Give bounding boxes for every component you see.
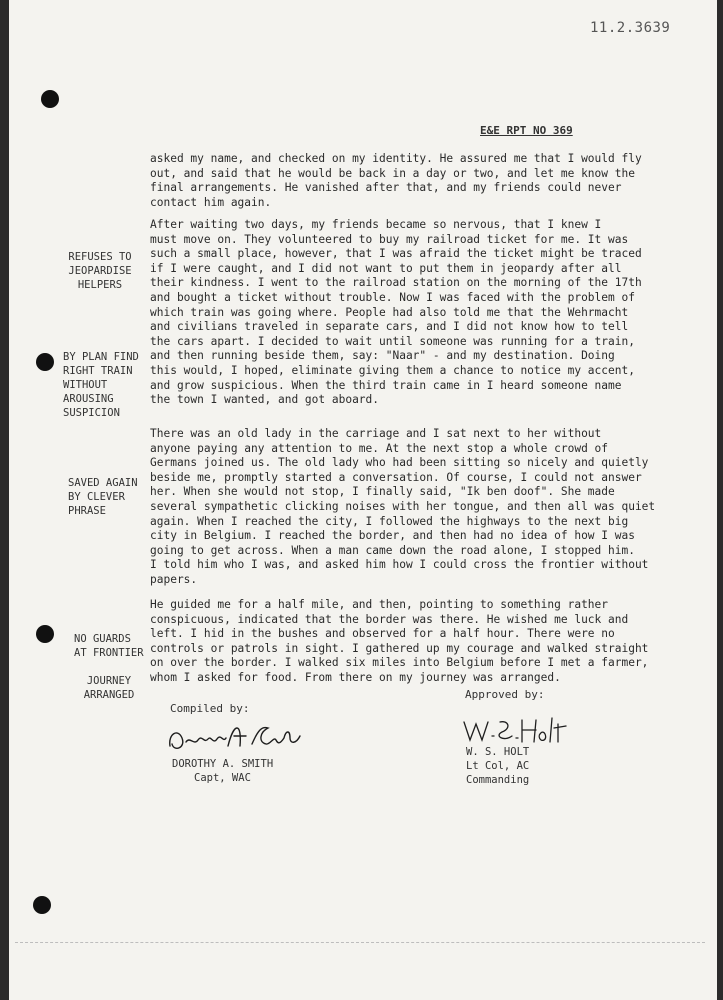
text-line: going to get across. When a man came down the road alone, I stopped him. — [150, 543, 635, 557]
text-line: and bought a ticket without trouble. Now I was faced with the problem of — [150, 290, 635, 304]
margin-note-line: SUSPICION — [63, 407, 120, 419]
margin-note-line: REFUSES TO — [68, 251, 132, 263]
text-line: and then running beside them, say: "Naar" - and my destination. Doing — [150, 349, 615, 363]
text-line: controls or patrols in sight. I gathered up my courage and walked straight — [150, 641, 649, 655]
approved-name: W. S. HOLT — [466, 746, 530, 758]
paragraph — [150, 598, 695, 686]
approved-by-label: Approved by: — [465, 688, 545, 701]
archive-stamp: 11.2.3639 — [590, 20, 671, 36]
text-line: Germans joined us. The old lady who had been sitting so nicely and quietly — [150, 456, 649, 470]
text-line: their kindness. I went to the railroad station on the morning of the 17th — [150, 276, 642, 290]
text-line: this would, I hoped, eliminate giving them a chance to notice my accent, — [150, 363, 635, 377]
paragraph — [150, 152, 695, 210]
page-edge-shadow — [717, 0, 723, 1000]
margin-note-line: AT FRONTIER — [74, 647, 144, 659]
margin-note-line: HELPERS — [77, 279, 123, 291]
text-line: and civilians traveled in separate cars, and I did not know how to tell — [150, 320, 629, 334]
margin-note-line: JOURNEY — [86, 675, 132, 687]
margin-note-line: AROUSING — [63, 393, 114, 405]
margin-note — [74, 674, 144, 702]
text-line: There was an old lady in the carriage and I sat next to her without — [150, 427, 602, 440]
text-line: out, and said that he would be back in a day or two, and let me know the — [150, 166, 635, 180]
compiled-rank: Capt, WAC — [194, 772, 251, 784]
paragraph — [150, 218, 695, 408]
text-line: asked my name, and checked on my identity. He assured me that I would fly — [150, 152, 642, 165]
margin-note-line: SAVED AGAIN — [68, 477, 138, 489]
margin-note-line: NO GUARDS — [74, 633, 131, 645]
fold-line — [15, 942, 705, 943]
text-line: left. I hid in the bushes and observed for a half hour. There were no — [150, 627, 615, 641]
punch-hole — [36, 353, 54, 371]
text-line: such a small place, however, that I was afraid the ticket might be traced — [150, 247, 642, 261]
text-line: beside me, promptly started a conversation. Of course, I could not answer — [150, 470, 642, 484]
compiled-name: DOROTHY A. SMITH — [172, 758, 274, 770]
paragraph — [150, 427, 695, 588]
text-line: He guided me for a half mile, and then, pointing to something rather — [150, 598, 609, 611]
report-number: E&E RPT NO 369 — [480, 124, 573, 137]
margin-note-line: BY CLEVER — [68, 491, 125, 503]
approved-rank: Lt Col, AC — [466, 760, 530, 772]
page-edge-shadow — [0, 0, 9, 1000]
margin-note-line: BY PLAN FIND — [63, 351, 139, 363]
margin-note-line: PHRASE — [68, 505, 106, 517]
text-line: anyone paying any attention to me. At the next stop a whole crowd of — [150, 441, 609, 455]
text-line: the cars apart. I decided to wait until someone was running for a train, — [150, 334, 635, 348]
text-line: contact him again. — [150, 195, 272, 209]
text-line: city in Belgium. I reached the border, and then had no idea of how I was — [150, 529, 635, 543]
text-line: After waiting two days, my friends became so nervous, that I knew I — [150, 218, 602, 231]
text-line: final arrangements. He vanished after that, and my friends could never — [150, 181, 622, 195]
margin-note — [63, 350, 155, 420]
margin-note — [74, 632, 160, 660]
text-line: whom I asked for food. From there on my journey was arranged. — [150, 670, 561, 684]
approved-role: Commanding — [466, 774, 530, 786]
text-line: the town I wanted, and got aboard. — [150, 393, 380, 407]
punch-hole — [36, 625, 54, 643]
text-line: several sympathetic clicking noises with her tongue, and then all was quiet — [150, 499, 656, 513]
text-line: I told him who I was, and asked him how I could cross the frontier without — [150, 558, 649, 572]
compiled-by-label: Compiled by: — [170, 702, 250, 715]
text-line: and grow suspicious. When the third train came in I heard someone name — [150, 378, 622, 392]
text-line: if I were caught, and I did not want to put them in jeopardy after all — [150, 261, 622, 275]
text-line: conspicuous, indicated that the border was there. He wished me luck and — [150, 612, 629, 626]
compiled-signature — [164, 716, 314, 760]
margin-note-line: ARRANGED — [83, 689, 135, 701]
margin-note — [68, 476, 158, 518]
text-line: must move on. They volunteered to buy my railroad ticket for me. It was — [150, 232, 629, 246]
margin-note — [60, 250, 140, 292]
approved-signature — [460, 714, 570, 748]
punch-hole — [41, 90, 59, 108]
margin-note-line: RIGHT TRAIN — [63, 365, 133, 377]
punch-hole — [33, 896, 51, 914]
text-line: papers. — [150, 572, 198, 586]
text-line: which train was going where. People had also told me that the Wehrmacht — [150, 305, 629, 319]
text-line: again. When I reached the city, I followed the highways to the next big — [150, 514, 629, 528]
text-line: her. When she would not stop, I finally said, "Ik ben doof". She made — [150, 485, 615, 499]
margin-note-line: JEOPARDISE — [68, 265, 132, 277]
text-line: on over the border. I walked six miles into Belgium before I met a farmer, — [150, 656, 649, 670]
margin-note-line: WITHOUT — [63, 379, 108, 391]
